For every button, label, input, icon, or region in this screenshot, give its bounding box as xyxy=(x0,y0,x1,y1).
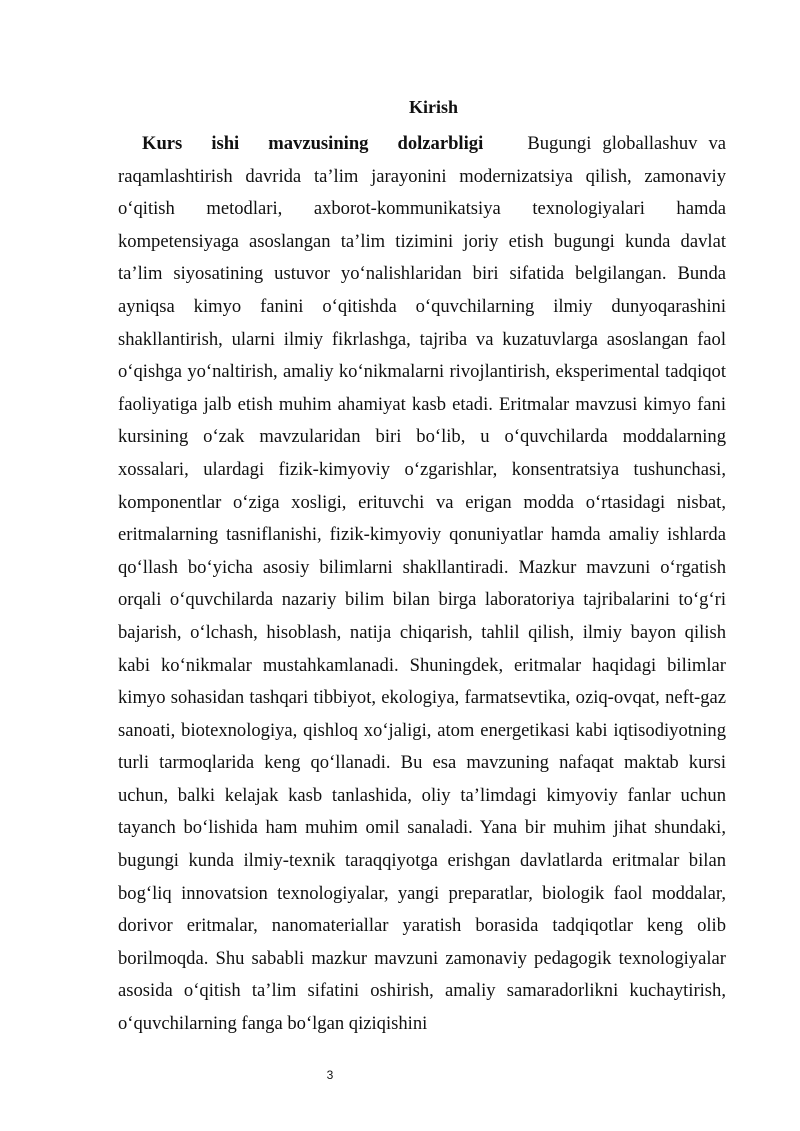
lead-phrase: Kurs ishi mavzusining dolzarbligi xyxy=(142,133,484,154)
page-number: 3 xyxy=(326,1068,334,1082)
paragraph-text: Bugungi globallashuv va raqamlashtirish davrida ta’lim jarayonini modernizatsiya qilish, zamonaviy o‘qitish metodlari, axborot-kommunikatsiya texnologiyalari hamda kompetensiyaga asoslangan ta’lim tizimini joriy etish bugungi kunda davlat ta’lim siyosatining ustuvor yo‘nalishlaridan biri sifatida belgilangan. Bunda ayniqsa kimyo fanini o‘qitishda o‘quvchilarning ilmiy dunyoqarashini shakllantirish, ularni ilmiy fikrlashga, tajriba va kuzatuvlarga asoslangan faol o‘qishga yo‘naltirish, amaliy ko‘nikmalarni rivojlantirish, eksperimental tadqiqot faoliyatiga jalb etish muhim ahamiyat kasb etadi. Eritmalar mavzusi kimyo fani kursining o‘zak mavzularidan biri bo‘lib, u o‘quvchilarda moddalarning xossalari, ulardagi fizik-kimyoviy o‘zgarishlar, konsentratsiya tushunchasi, komponentlar o‘ziga xosligi, erituvchi va erigan modda o‘rtasidagi nisbat, eritmalarning tasniflanishi, fizik-kimyoviy qonuniyatlar hamda amaliy ishlarda qo‘llash bo‘yicha asosiy bilimlarni shakllantiradi. Mazkur mavzuni o‘rgatish orqali o‘quvchilarda nazariy bilim bilan birga laboratoriya tajribalarini to‘g‘ri bajarish, o‘lchash, hisoblash, natija chiqarish, tahlil qilish, ilmiy bayon qilish kabi ko‘nikmalar mustahkamlanadi. Shuningdek, eritmalar haqidagi bilimlar kimyo sohasidan tashqari tibbiyot, ekologiya, farmatsevtika, oziq-ovqat, neft-gaz sanoati, biotexnologiya, qishloq xo‘jaligi, atom energetikasi kabi iqtisodiyotning turli tarmoqlarida keng qo‘llanadi. Bu esa mavzuning nafaqat maktab kursi uchun, balki kelajak kasb tanlashida, oliy ta’limdagi kimyoviy fanlar uchun tayanch bo‘lishida ham muhim omil sanaladi. Yana bir muhim jihat shundaki, bugungi kunda ilmiy-texnik taraqqiyotga erishgan davlatlarda eritmalar bilan bog‘liq innovatsion texnologiyalar, yangi preparatlar, biologik faol moddalar, dorivor eritmalar, nanomateriallar yaratish borasida tadqiqotlar keng olib borilmoqda. Shu sababli mazkur mavzuni zamonaviy pedagogik texnologiyalar asosida o‘qitish ta’lim sifatini oshirish, amaliy samaradorlikni kuchaytirish, o‘quvchilarning fanga bo‘lgan qiziqishini xyxy=(118,133,726,1035)
body-paragraph xyxy=(118,128,726,1041)
section-heading: Kirish xyxy=(408,97,458,117)
